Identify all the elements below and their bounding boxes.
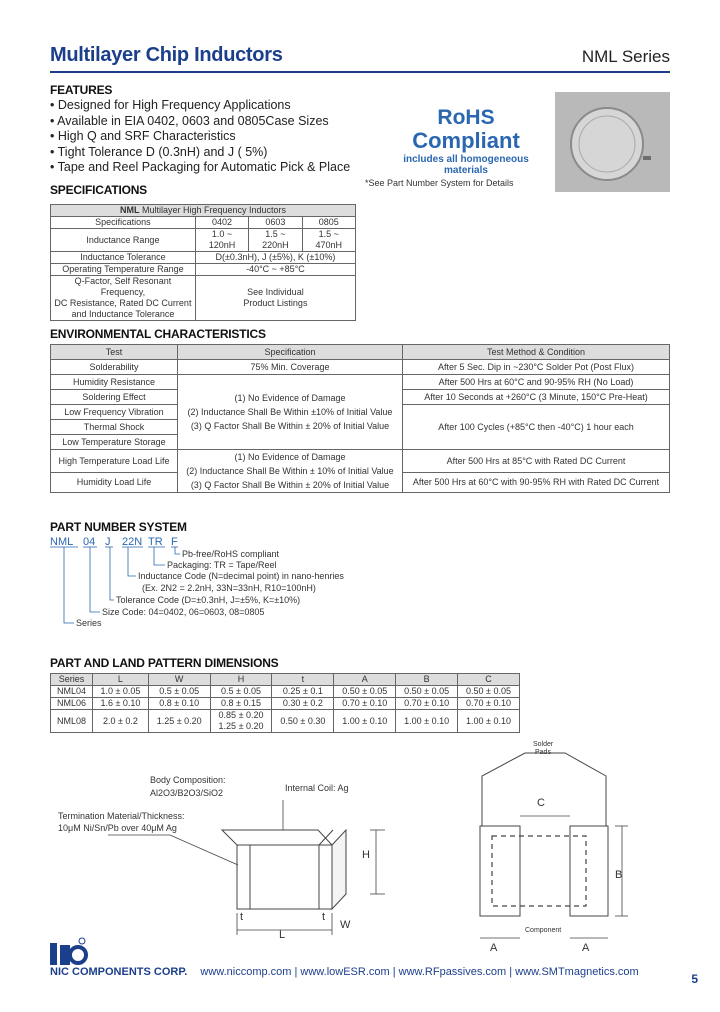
environmental-heading: ENVIRONMENTAL CHARACTERISTICS bbox=[50, 327, 266, 341]
footer-links[interactable]: www.niccomp.com | www.lowESR.com | www.RFpassives.com | www.SMTmagnetics.com bbox=[200, 966, 639, 978]
env-test: Solderability bbox=[51, 360, 178, 375]
dim-a-label: A bbox=[490, 942, 498, 953]
specifications-table bbox=[50, 204, 356, 321]
dim-cell: 0.5 ± 0.05 bbox=[148, 686, 210, 698]
dim-cell: NML04 bbox=[51, 686, 93, 698]
environmental-table bbox=[50, 344, 670, 493]
env-test: Humidity Load Life bbox=[51, 472, 178, 492]
header-rule bbox=[50, 71, 670, 73]
nic-logo bbox=[48, 935, 88, 967]
spec-cell: Operating Temperature Range bbox=[51, 264, 196, 276]
spec-cell: Inductance Range bbox=[51, 229, 196, 252]
dim-t-label: t bbox=[240, 911, 244, 923]
env-method: After 500 Hrs at 60°C and 90-95% RH (No Load) bbox=[403, 375, 670, 390]
solder-pads-label2: Pads bbox=[535, 749, 551, 756]
pn-desc: Pb-free/RoHS compliant bbox=[182, 549, 280, 559]
feature-item: • High Q and SRF Characteristics bbox=[50, 129, 236, 144]
chip-body bbox=[222, 830, 346, 909]
dim-header: A bbox=[334, 674, 396, 686]
pn-rohs: F bbox=[171, 536, 178, 548]
dim-header: Series bbox=[51, 674, 93, 686]
dim-cell: 1.0 ± 0.05 bbox=[93, 686, 149, 698]
env-method: After 500 Hrs at 60°C with 90-95% RH with Rated DC Current bbox=[403, 472, 670, 492]
env-spec: 75% Min. Coverage bbox=[178, 360, 403, 375]
dim-cell: 0.5 ± 0.05 bbox=[210, 686, 272, 698]
rohs-note: *See Part Number System for Details bbox=[365, 178, 514, 188]
env-header: Specification bbox=[178, 345, 403, 360]
env-spec: (1) No Evidence of Damage (2) Inductance Shall Be Within ±10% of Initial Value (3) Q Factor Shall Be Within ± 20% of Initial Value bbox=[178, 375, 403, 450]
pads bbox=[480, 826, 608, 916]
pn-desc: Inductance Code (N=decimal point) in nano-henries bbox=[138, 571, 344, 581]
dim-cell: 0.25 ± 0.1 bbox=[272, 686, 334, 698]
pn-series: NML bbox=[50, 536, 74, 548]
dim-cell: NML06 bbox=[51, 698, 93, 710]
spec-cell: D(±0.3nH), J (±5%), K (±10%) bbox=[195, 252, 355, 264]
env-test: Humidity Resistance bbox=[51, 375, 178, 390]
company-name: NIC COMPONENTS CORP. bbox=[50, 966, 188, 978]
spec-cell: Q-Factor, Self Resonant Frequency, DC Resistance, Rated DC Current and Inductance Tolerance bbox=[51, 276, 196, 321]
dim-cell: 0.70 ± 0.10 bbox=[458, 698, 520, 710]
features-heading: FEATURES bbox=[50, 83, 113, 97]
termination-value: 10μM Ni/Sn/Pb over 40μM Ag bbox=[58, 823, 177, 833]
env-header: Test Method & Condition bbox=[403, 345, 670, 360]
pn-size: 04 bbox=[83, 536, 96, 548]
dim-cell: 0.8 ± 0.15 bbox=[210, 698, 272, 710]
component-label: Component bbox=[525, 927, 562, 934]
feature-item: • Tight Tolerance D (0.3nH) and J ( 5%) bbox=[50, 144, 268, 159]
pn-desc: Packaging: TR = Tape/Reel bbox=[167, 560, 277, 570]
dim-cell: 2.0 ± 0.2 bbox=[93, 710, 149, 733]
spec-cell: 1.0 ~ 120nH bbox=[195, 229, 248, 252]
dim-cell: 0.8 ± 0.10 bbox=[148, 698, 210, 710]
dim-cell: 1.00 ± 0.10 bbox=[458, 710, 520, 733]
dim-header: H bbox=[210, 674, 272, 686]
pn-inductance: 22N bbox=[122, 536, 143, 548]
pn-desc: Series bbox=[76, 618, 102, 628]
chip-diagram bbox=[50, 770, 410, 945]
dim-b-label: B bbox=[615, 869, 623, 881]
dim-cell: 0.50 ± 0.05 bbox=[458, 686, 520, 698]
feature-item: • Tape and Reel Packaging for Automatic Pick & Place bbox=[50, 160, 351, 175]
env-spec: (1) No Evidence of Damage (2) Inductance Shall Be Within ± 10% of Initial Value (3) Q Factor Shall Be Within ± 20% of Initial Value bbox=[178, 450, 403, 493]
feature-item: • Designed for High Frequency Applications bbox=[50, 98, 291, 112]
spec-cell: Specifications bbox=[51, 217, 196, 229]
spec-table-title: NML Multilayer High Frequency Inductors bbox=[51, 205, 356, 217]
specifications-heading: SPECIFICATIONS bbox=[50, 183, 147, 197]
dim-cell: 0.85 ± 0.20 1.25 ± 0.20 bbox=[210, 710, 272, 733]
pn-desc: Size Code: 04=0402, 06=0603, 08=0805 bbox=[102, 607, 265, 617]
pn-packaging: TR bbox=[148, 536, 163, 548]
dim-cell: 0.70 ± 0.10 bbox=[396, 698, 458, 710]
termination-label: Termination Material/Thickness: bbox=[58, 811, 185, 821]
features-list bbox=[50, 98, 350, 176]
pn-desc: (Ex. 2N2 = 2.2nH, 33N=33nH, R10=100nH) bbox=[142, 583, 316, 593]
dim-h-label: H bbox=[362, 849, 370, 861]
env-test: Thermal Shock bbox=[51, 420, 178, 435]
env-test: High Temperature Load Life bbox=[51, 450, 178, 473]
dim-cell: 0.70 ± 0.10 bbox=[334, 698, 396, 710]
body-comp-label: Body Composition: bbox=[150, 775, 226, 785]
land-pattern-diagram bbox=[470, 738, 670, 953]
env-test: Soldering Effect bbox=[51, 390, 178, 405]
rohs-badge bbox=[396, 106, 536, 176]
env-test: Low Frequency Vibration bbox=[51, 405, 178, 420]
spec-cell: -40°C ~ +85°C bbox=[195, 264, 355, 276]
coin-image bbox=[571, 108, 643, 180]
dim-header: L bbox=[93, 674, 149, 686]
coin-photo bbox=[555, 92, 670, 192]
rohs-line2: Compliant bbox=[412, 128, 520, 153]
page-number: 5 bbox=[691, 972, 698, 986]
env-method: After 100 Cycles (+85°C then -40°C) 1 hour each bbox=[403, 405, 670, 450]
spec-cell: 0603 bbox=[249, 217, 302, 229]
internal-coil-label: Internal Coil: Ag bbox=[285, 783, 349, 793]
chip-image bbox=[643, 156, 651, 160]
series-label: NML Series bbox=[581, 47, 670, 66]
spec-cell: 1.5 ~ 220nH bbox=[249, 229, 302, 252]
dim-l-label: L bbox=[279, 929, 286, 941]
dim-header: W bbox=[148, 674, 210, 686]
dim-cell: 1.00 ± 0.10 bbox=[396, 710, 458, 733]
spec-cell: 0805 bbox=[302, 217, 355, 229]
env-method: After 10 Seconds at +260°C (3 Minute, 150°C Pre-Heat) bbox=[403, 390, 670, 405]
dim-cell: 0.50 ± 0.05 bbox=[396, 686, 458, 698]
spec-cell: 0402 bbox=[195, 217, 248, 229]
env-method: After 500 Hrs at 85°C with Rated DC Current bbox=[403, 450, 670, 473]
env-header: Test bbox=[51, 345, 178, 360]
feature-item: • Available in EIA 0402, 0603 and 0805Case Sizes bbox=[50, 113, 329, 128]
rohs-line1: RoHS bbox=[437, 106, 495, 129]
rohs-line3: includes all homogeneous materials bbox=[403, 154, 529, 176]
pn-tolerance: J bbox=[105, 536, 111, 548]
page-title: Multilayer Chip Inductors bbox=[50, 44, 283, 66]
part-number-diagram bbox=[50, 533, 390, 633]
dim-header: B bbox=[396, 674, 458, 686]
spec-cell: Inductance Tolerance bbox=[51, 252, 196, 264]
body-formula: Al2O3/B2O3/SiO2 bbox=[150, 788, 224, 798]
footer bbox=[50, 966, 639, 978]
dim-cell: 0.30 ± 0.2 bbox=[272, 698, 334, 710]
part-number-heading: PART NUMBER SYSTEM bbox=[50, 520, 187, 534]
pad-outline bbox=[482, 753, 606, 826]
dim-cell: 1.00 ± 0.10 bbox=[334, 710, 396, 733]
solder-pads-label: Solder bbox=[533, 741, 554, 748]
dim-cell: 0.50 ± 0.05 bbox=[334, 686, 396, 698]
dim-a2-label: A bbox=[582, 942, 590, 953]
dim-t2-label: t bbox=[322, 911, 326, 923]
dim-cell: 1.6 ± 0.10 bbox=[93, 698, 149, 710]
dim-header: t bbox=[272, 674, 334, 686]
dim-cell: 0.50 ± 0.30 bbox=[272, 710, 334, 733]
dimensions-table bbox=[50, 673, 520, 733]
env-method: After 5 Sec. Dip in ~230°C Solder Pot (Post Flux) bbox=[403, 360, 670, 375]
env-test: Low Temperature Storage bbox=[51, 435, 178, 450]
dim-header: C bbox=[458, 674, 520, 686]
dim-c-label: C bbox=[537, 797, 545, 809]
dimensions-heading: PART AND LAND PATTERN DIMENSIONS bbox=[50, 656, 279, 670]
dim-cell: 1.25 ± 0.20 bbox=[148, 710, 210, 733]
dim-cell: NML08 bbox=[51, 710, 93, 733]
spec-cell: 1.5 ~ 470nH bbox=[302, 229, 355, 252]
spec-cell: See Individual Product Listings bbox=[195, 276, 355, 321]
dim-w-label: W bbox=[340, 919, 351, 931]
pn-desc: Tolerance Code (D=±0.3nH, J=±5%, K=±10%) bbox=[116, 595, 301, 605]
